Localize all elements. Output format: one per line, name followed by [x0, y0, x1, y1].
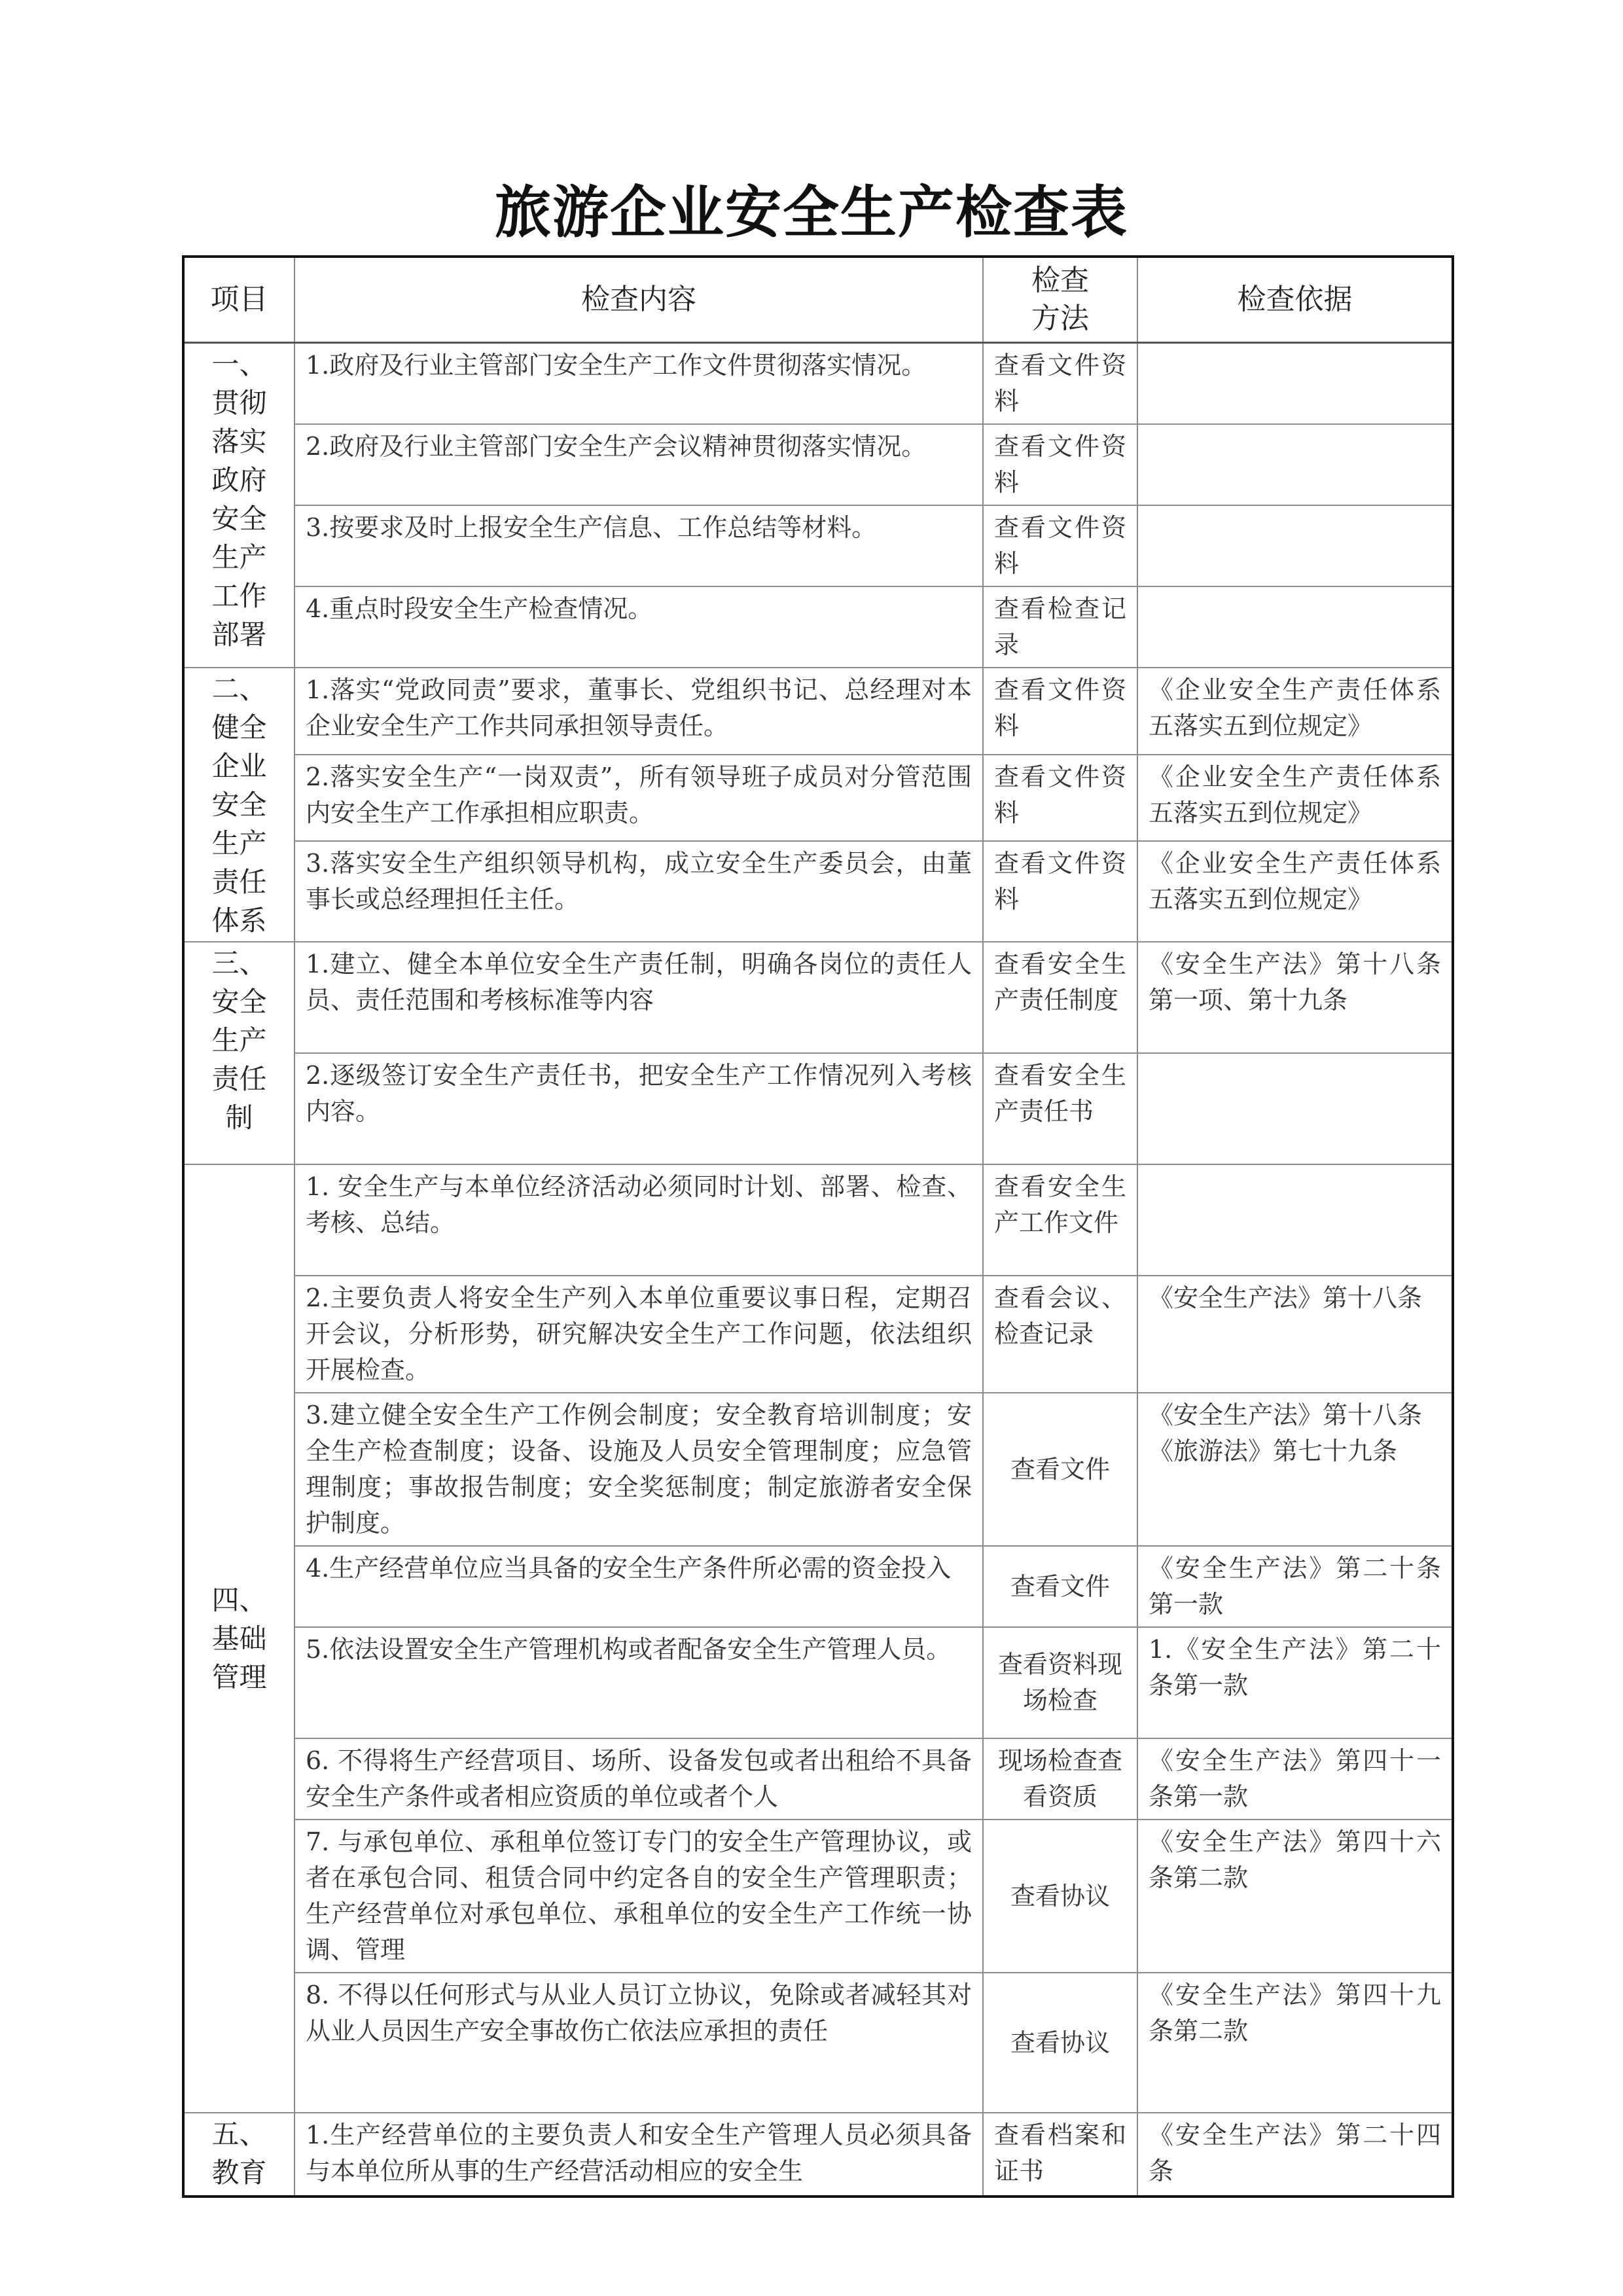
- table-row: [183, 1820, 1453, 1973]
- method-cell: 查看协议: [983, 1973, 1137, 2113]
- basis-cell: [1137, 586, 1453, 668]
- content-cell: 1.建立、健全本单位安全生产责任制，明确各岗位的责任人员、责任范围和考核标准等内容: [294, 942, 983, 1053]
- table-row: [183, 942, 1453, 1053]
- method-cell: 查看文件: [983, 1393, 1137, 1546]
- table-row: [183, 586, 1453, 668]
- content-cell: 2.政府及行业主管部门安全生产会议精神贯彻落实情况。: [294, 424, 983, 505]
- method-cell: 查看文件资料: [983, 668, 1137, 755]
- table-row: [183, 505, 1453, 586]
- basis-cell: [1137, 343, 1453, 425]
- table-header-row: [183, 257, 1453, 343]
- basis-cell: 《安全生产法》第四十六条第二款: [1137, 1820, 1453, 1973]
- header-content: 检查内容: [294, 257, 983, 343]
- basis-cell: 《安全生产法》第四十九条第二款: [1137, 1973, 1453, 2113]
- basis-cell: 1.《安全生产法》第二十条第一款: [1137, 1627, 1453, 1738]
- table-row: [183, 1164, 1453, 1276]
- basis-cell: 《安全生产法》第十八条第一项、第十九条: [1137, 942, 1453, 1053]
- method-cell: 查看安全生产工作文件: [983, 1164, 1137, 1276]
- category-cell: 四、 基础 管理: [183, 1164, 294, 2113]
- table-row: [183, 1393, 1453, 1546]
- table-row: [183, 668, 1453, 755]
- method-cell: 查看资料现场检查: [983, 1627, 1137, 1738]
- content-cell: 1.政府及行业主管部门安全生产工作文件贯彻落实情况。: [294, 343, 983, 425]
- table-row: [183, 755, 1453, 842]
- content-cell: 2.主要负责人将安全生产列入本单位重要议事日程，定期召开会议，分析形势，研究解决安全生产工作问题，依法组织开展检查。: [294, 1276, 983, 1393]
- basis-cell: [1137, 1164, 1453, 1276]
- basis-cell: 《安全生产法》第四十一条第一款: [1137, 1738, 1453, 1820]
- method-cell: 查看文件: [983, 1546, 1137, 1627]
- method-cell: 查看安全生产责任书: [983, 1053, 1137, 1164]
- method-cell: 查看文件资料: [983, 841, 1137, 942]
- content-cell: 3.建立健全安全生产工作例会制度；安全教育培训制度；安全生产检查制度；设备、设施及人员安全管理制度；应急管理制度；事故报告制度；安全奖惩制度；制定旅游者安全保护制度。: [294, 1393, 983, 1546]
- content-cell: 2.逐级签订安全生产责任书，把安全生产工作情况列入考核内容。: [294, 1053, 983, 1164]
- table-row: [183, 1053, 1453, 1164]
- table-row: [183, 1627, 1453, 1738]
- basis-cell: 《安全生产法》第二十四条: [1137, 2113, 1453, 2197]
- method-cell: 查看档案和证书: [983, 2113, 1137, 2197]
- method-cell: 查看文件资料: [983, 424, 1137, 505]
- table-row: [183, 1973, 1453, 2113]
- content-cell: 4.生产经营单位应当具备的安全生产条件所必需的资金投入: [294, 1546, 983, 1627]
- table-row: [183, 1738, 1453, 1820]
- content-cell: 1.生产经营单位的主要负责人和安全生产管理人员必须具备与本单位所从事的生产经营活动相应的安全生: [294, 2113, 983, 2197]
- method-cell: 查看文件资料: [983, 505, 1137, 586]
- table-row: [183, 424, 1453, 505]
- basis-cell: 《安全生产法》第二十条第一款: [1137, 1546, 1453, 1627]
- content-cell: 1. 安全生产与本单位经济活动必须同时计划、部署、检查、考核、总结。: [294, 1164, 983, 1276]
- method-cell: 查看文件资料: [983, 755, 1137, 842]
- method-cell: 查看检查记录: [983, 586, 1137, 668]
- method-cell: 查看会议、检查记录: [983, 1276, 1137, 1393]
- page-title: 旅游企业安全生产检查表: [495, 179, 1128, 245]
- header-method: 检查 方法: [983, 257, 1137, 343]
- inspection-table: [182, 255, 1454, 2198]
- content-cell: 7. 与承包单位、承租单位签订专门的安全生产管理协议，或者在承包合同、租赁合同中约定各自的安全生产管理职责；生产经营单位对承包单位、承租单位的安全生产工作统一协调、管理: [294, 1820, 983, 1973]
- category-cell: 二、 健全 企业 安全 生产 责任 体系: [183, 668, 294, 942]
- header-item: 项目: [183, 257, 294, 343]
- method-cell: 现场检查查看资质: [983, 1738, 1137, 1820]
- category-cell: 一、 贯彻 落实 政府 安全 生产 工作 部署: [183, 343, 294, 668]
- content-cell: 4.重点时段安全生产检查情况。: [294, 586, 983, 668]
- method-cell: 查看协议: [983, 1820, 1137, 1973]
- category-cell: 三、 安全 生产 责任 制: [183, 942, 294, 1164]
- method-cell: 查看文件资料: [983, 343, 1137, 425]
- content-cell: 2.落实安全生产“一岗双责”，所有领导班子成员对分管范围内安全生产工作承担相应职责。: [294, 755, 983, 842]
- content-cell: 8. 不得以任何形式与从业人员订立协议，免除或者减轻其对从业人员因生产安全事故伤亡依法应承担的责任: [294, 1973, 983, 2113]
- table-row: [183, 1546, 1453, 1627]
- basis-cell: 《企业安全生产责任体系五落实五到位规定》: [1137, 668, 1453, 755]
- content-cell: 5.依法设置安全生产管理机构或者配备安全生产管理人员。: [294, 1627, 983, 1738]
- content-cell: 6. 不得将生产经营项目、场所、设备发包或者出租给不具备安全生产条件或者相应资质的单位或者个人: [294, 1738, 983, 1820]
- basis-cell: 《企业安全生产责任体系五落实五到位规定》: [1137, 841, 1453, 942]
- table-row: [183, 2113, 1453, 2197]
- basis-cell: [1137, 505, 1453, 586]
- method-cell: 查看安全生产责任制度: [983, 942, 1137, 1053]
- content-cell: 1.落实“党政同责”要求，董事长、党组织书记、总经理对本企业安全生产工作共同承担领导责任。: [294, 668, 983, 755]
- content-cell: 3.按要求及时上报安全生产信息、工作总结等材料。: [294, 505, 983, 586]
- content-cell: 3.落实安全生产组织领导机构，成立安全生产委员会，由董事长或总经理担任主任。: [294, 841, 983, 942]
- header-basis: 检查依据: [1137, 257, 1453, 343]
- basis-cell: 《企业安全生产责任体系五落实五到位规定》: [1137, 755, 1453, 842]
- category-cell: 五、 教育: [183, 2113, 294, 2197]
- basis-cell: 《安全生产法》第十八条: [1137, 1276, 1453, 1393]
- basis-cell: [1137, 1053, 1453, 1164]
- table-row: [183, 343, 1453, 425]
- table-row: [183, 841, 1453, 942]
- basis-cell: 《安全生产法》第十八条 《旅游法》第七十九条: [1137, 1393, 1453, 1546]
- table-row: [183, 1276, 1453, 1393]
- basis-cell: [1137, 424, 1453, 505]
